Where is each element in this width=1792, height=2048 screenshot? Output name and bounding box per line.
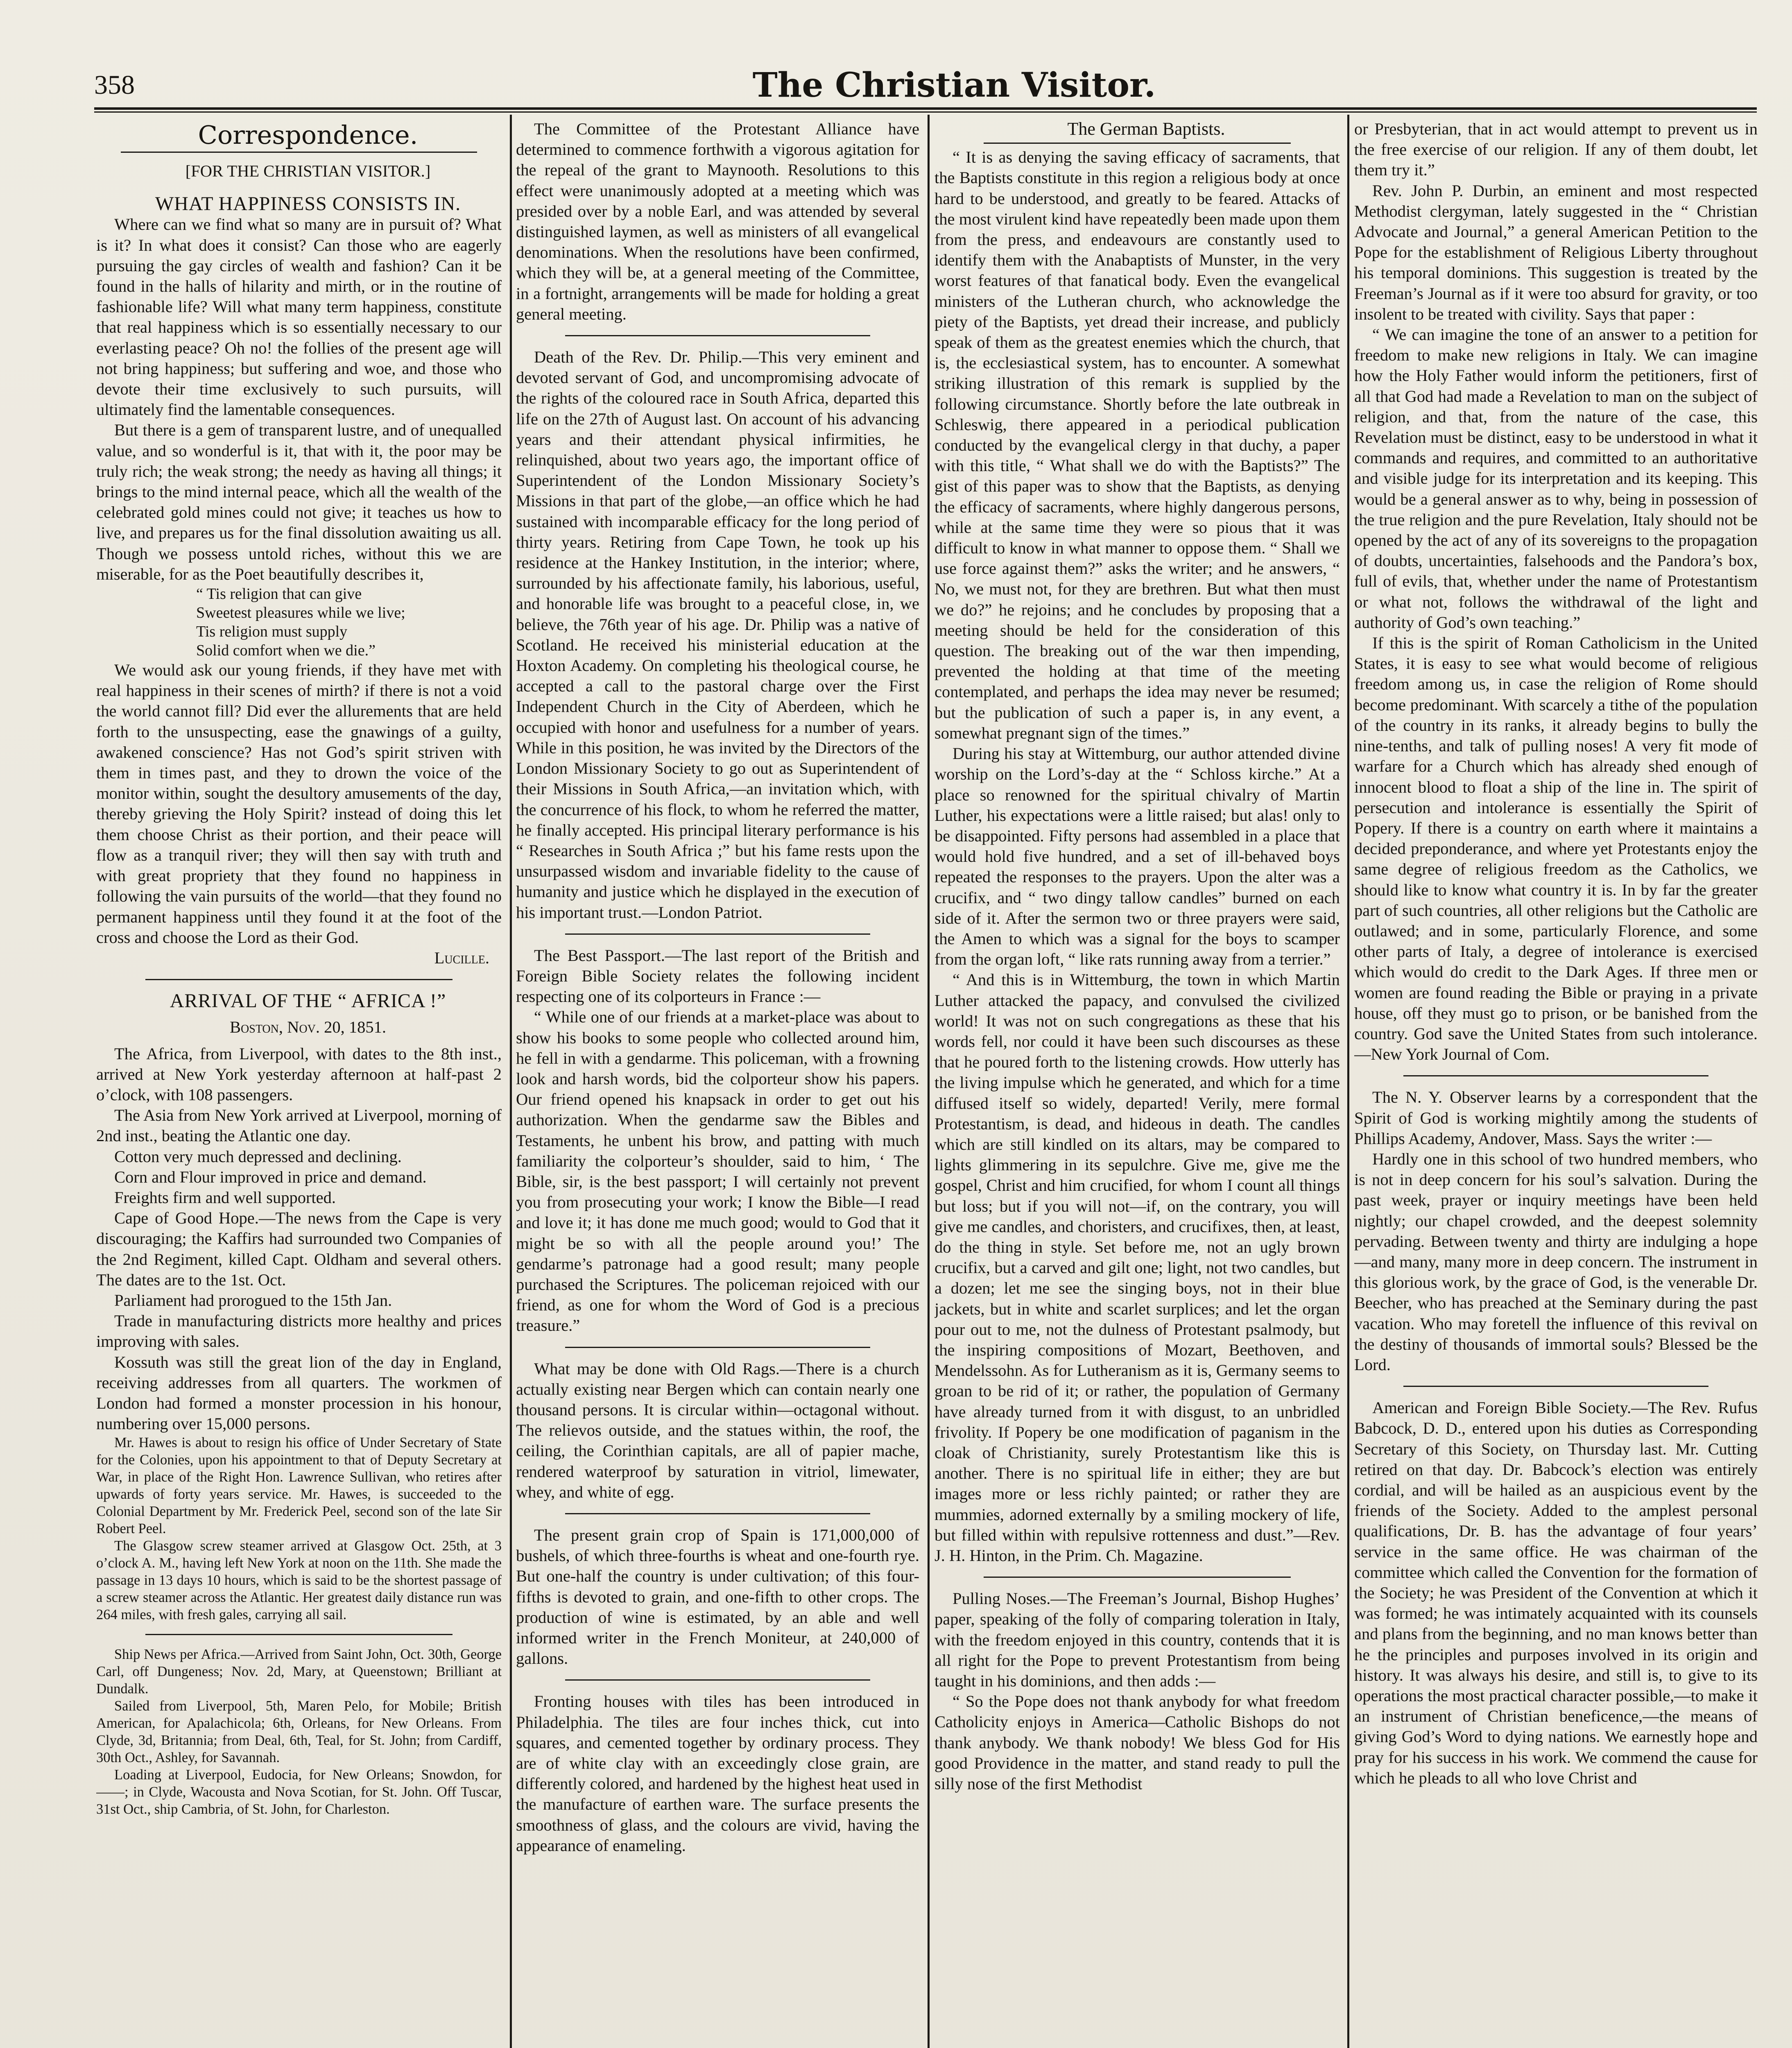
paragraph: Pulling Noses.—The Freeman’s Journal, Bishop Hughes’ paper, speaking of the folly of comparing toleration in Italy, with the freedom enjoyed in this country, contends that it is all right for the Pope to prevent Protestantism from being taught in his dominions, and then adds :— [934,1589,1340,1690]
verse-line: Sweetest pleasures while we live; [196,604,405,622]
paragraph: If this is the spirit of Roman Catholicism in the United States, it is easy to see what would become of religious freedom among us, in case the religion of Rome should become predominant. With scarcely a tithe of the population of the country in its ranks, it already begins to bully the nine-tenths, and talk of pulling noses! A very fit mode of warfare for a Church which has already shed enough of innocent blood to float a ship of the line in. The spirit of persecution and intolerance is essentially the Spirit of Popery. If there is a country on earth where it maintains a decided preponderance, and where yet Protestants enjoy the same degree of religious freedom as the Catholics, we should like to know what country it is. In by far the greater part of such countries, all other religions but the Catholic are outlawed; and in some, particularly Florence, and some other parts of Italy, a degree of intolerance is exercised which would do credit to the Dark Ages. If three men or women are found reading the Bible or praying in a private house, off they must go to prison, or be banished from the country. God save the United States from such intolerance.—New York Journal of Com. [1354,634,1758,1064]
paragraph: The Committee of the Protestant Alliance have determined to commence forthwith a vigorous agitation for the repeal of the grant to Maynooth. Resolutions to this effect were unanimously adopted at a meeting which was presided over by a noble Earl, and was attended by several distinguished laymen, as well as ministers of all evangelical denominations. When the resolutions have been confirmed, which they will be, at a general meeting of the Committee, in a fortnight, arrangements will be made for holding a great general meeting. [516,120,919,323]
verse-line: “ Tis religion that can give [196,585,362,603]
paragraph: Where can we find what so many are in pursuit of? What is it? In what does it consist? Can those who are eagerly pursuing the gay circles of wealth and fashion? Can it be found in the halls of hilarity and mirth, or in the routine of fashionable life? Will what many term happiness, constitute that real happiness which is so essentially necessary to our everlasting peace? Oh no! the follies of the present age will not bring happiness; but suffering and woe, and those who devote their time exclusively to such pursuits, will ultimately find the lamentable consequences. [96,215,502,419]
paragraph: Cape of Good Hope.—The news from the Cape is very discouraging; the Kaffirs had surrounded two Companies of the 2nd Regiment, killed Capt. Oldham and several others. The dates are to the 1st. Oct. [96,1209,502,1289]
column-divider [1347,115,1349,2048]
divider [565,1679,870,1681]
masthead-rule [94,107,1757,110]
column-divider [510,115,512,2048]
paragraph: The present grain crop of Spain is 171,000,000 of bushels, of which three-fourths is wheat and one-fourth rye. But one-half the country is under cultivation; of this four-fifths is devoted to grain, and one-fifth to other crops. The production of wine is estimated, by an able and well informed writer in the French Moniteur, at 240,000 of gallons. [516,1526,919,1668]
divider [984,1577,1291,1578]
verse-line: Solid comfort when we die.” [196,642,376,659]
heading-rule [984,143,1291,144]
paragraph: During his stay at Wittemburg, our author attended divine worship on the Lord’s-day at the “ Schloss kirche.” At a place so renowned for the spiritual chivalry of Martin Luther, his expectations were a little raised; but alas! only to be disappointed. Fifty persons had assembled in a place that would hold five hundred, and a set of ill-behaved boys repeated the responses to the prayers. Upon the alter was a crucifix, and “ two dingy tallow candles” burned on each side of it. After the sermon two or three prayers were said, the Amen to which was a signal for the boys to scamper from the organ loft, “ like rats running away from a terrier.” [934,744,1340,969]
signature: Lucille. [434,948,489,967]
masthead-rule-thin [94,111,1757,113]
paragraph: “ It is as denying the saving efficacy of sacraments, that the Baptists constitute in this region a religious body at once hard to be understood, and greatly to be feared. Attacks of the most virulent kind have repeatedly been made upon them from the press, and endeavours are constantly used to identify them with the Anabaptists of Munster, in the very worst features of that fanatical body. Even the evangelical ministers of the Lutheran church, who acknowledge the piety of the Baptists, yet dread their increase, and publicly speak of them as the greatest enemies which the church, that is, the ecclesiastical system, has to encounter. A somewhat striking illustration of this remark is supplied by the following circumstance. Shortly before the late outbreak in Schleswig, there appeared in a periodical publication conducted by the evangelical clergy in that duchy, a paper with this title, “ What shall we do with the Baptists?” The gist of this paper was to show that the Baptists, as denying the efficacy of sacraments, where highly dangerous persons, while at the same time they were so pious that it was difficult to know in what manner to oppose them. “ Shall we use force against them?” asks the writer; and he answers, “ No, we must not, for they are brethren. But what then must we do?” he rejoins; and he concludes by proposing that a meeting should be held for the consideration of this question. The breaking out of the war then impending, prevented the holding at that time of the meeting contemplated, and perhaps the idea may never be resumed; but the publication of such a paper is, in any event, a somewhat pregnant sign of the times.” [934,148,1340,742]
paragraph: Mr. Hawes is about to resign his office of Under Secretary of State for the Colonies, upon his appointment to that of Deputy Secretary at War, in place of the Right Hon. Lawrence Sullivan, who retires after upwards of forty years service. Mr. Hawes, is succeeded to the Colonial Department by Mr. Frederick Peel, second son of the late Sir Robert Peel. [96,1435,502,1537]
paragraph: Loading at Liverpool, Eudocia, for New Orleans; Snowdon, for ——; in Clyde, Wacousta and Nova Scotian, for St. John. Off Tuscar, 31st Oct., ship Cambria, of St. John, for Charleston. [96,1767,502,1817]
paragraph: We would ask our young friends, if they have met with real happiness in their scenes of mirth? if there is not a void the world cannot fill? Did ever the allurements that are held forth to the unsuspecting, ease the gnawings of a guilty, awakened conscience? Has not God’s spirit striven with them in times past, and they to drown the voice of the monitor within, sought the desultory amusements of the day, thereby grieving the Holy Spirit? instead of doing this let them choose Christ as their portion, and their peace will flow as a tranquil river; they will then say with truth and with great propriety that they found no happiness in following the vain pursuits of the world—that they found no permanent happiness until they found it at the foot of the cross and choose the Lord as their God. [96,661,502,947]
paragraph: American and Foreign Bible Society.—The Rev. Rufus Babcock, D. D., entered upon his duties as Corresponding Secretary of this Society, on Thursday last. Mr. Cutting retired on that day. Dr. Babcock’s election was entirely cordial, and will be hailed as an auspicious event by the friends of the Society. Added to the amplest personal qualifications, Dr. B. has the advantage of four years’ service in the same office. He was chairman of the committee which called the Convention for the formation of the Society; he was President of the Convention at which it was formed; he was intimately acquainted with its counsels and plans from the beginning, and no man knows better than he the principles and purposes involved in its origin and history. It was always his desire, and still is, to give to its operations the most practical character possible,—to make it an instrument of Christian beneficence,—the means of giving God’s Word to dying nations. We earnestly hope and pray for his success in his work. We commend the cause for which he pleads to all who love Christ and [1354,1398,1758,1787]
masthead [94,66,1757,105]
divider [565,1513,870,1514]
page-number: 358 [94,70,135,100]
divider [565,933,870,935]
paragraph: The N. Y. Observer learns by a correspondent that the Spirit of God is working mightily among the students of Phillips Academy, Andover, Mass. Says the writer :— [1354,1088,1758,1148]
paragraph: Rev. John P. Durbin, an eminent and most respected Methodist clergyman, lately suggested in the “ Christian Advocate and Journal,” a general American Petition to the Pope for the establishment of Religious Liberty throughout his temporal dominions. This suggestion is treated by the Freeman’s Journal as if it were too absurd for gravity, or too insolent to be treated with civility. Says that paper : [1354,181,1758,323]
byline: [FOR THE CHRISTIAN VISITOR.] [185,162,431,180]
paragraph: But there is a gem of transparent lustre, and of unequalled value, and so wonderful is it, that with it, the poor may be truly rich; the weak strong; the needy as having all things; it brings to the mind internal peace, which all the wealth of the celebrated gold mines could not give; it teaches us how to live, and prepares us for the final dissolution awaiting us all. Though we possess untold riches, without this we are miserable, for as the Poet beautifully describes it, [96,421,502,583]
paragraph: Sailed from Liverpool, 5th, Maren Pelo, for Mobile; British American, for Apalachicola; 6th, Orleans, for New Orleans. From Clyde, 3d, Britannia; from Deal, 6th, Teal, for St. John; from Cardiff, 30th Oct., Ashley, for Savannah. [96,1698,502,1766]
divider [1403,1386,1708,1387]
divider [565,335,870,336]
divider [565,1347,870,1348]
paragraph: What may be done with Old Rags.—There is a church actually existing near Bergen which can contain nearly one thousand persons. It is circular within—octagonal without. The relievos outside, and the statues within, the roof, the ceiling, the Corinthian capitals, are all of papier mache, rendered waterproof by saturation in vitriol, limewater, whey, and white of egg. [516,1359,919,1501]
paragraph: Cotton very much depressed and declining. [114,1147,402,1166]
paragraph: “ We can imagine the tone of an answer to a petition for freedom to make new religions in Italy. We can imagine how the Holy Father would inform the petitioners, first of all that God had made a Revelation to man on the subject of religion, and that, from the nature of the case, this Revelation must be distinct, easy to be understood in what it commands and requires, and committed to an authoritative and visible judge for its interpretation and its keeping. This would be a general answer as to why, being in possession of the true religion and the pure Revelation, Italy should not be opened by the act of any of its sovereigns to the propagation of doubts, uncertainties, falsehoods and the Pandora’s box, full of evils, that, whether under the name of Protestantism or what not, follows the withdrawal of the light and authority of God’s own teaching.” [1354,325,1758,632]
column-2 [516,119,919,2048]
paragraph: Trade in manufacturing districts more healthy and prices improving with sales. [96,1312,502,1351]
paragraph: The Asia from New York arrived at Liverpool, morning of 2nd inst., beating the Atlantic one day. [96,1106,502,1145]
paragraph: Freights firm and well supported. [114,1188,336,1207]
paragraph: The Africa, from Liverpool, with dates to the 8th inst., arrived at New York yesterday afternoon at half-past 2 o’clock, with 108 passengers. [96,1044,502,1104]
paragraph: “ While one of our friends at a market-place was about to show his books to some people who collected around him, he fell in with a gendarme. This policeman, with a frowning look and harsh words, bid the colporteur show his papers. Our friend opened his knapsack in order to get out his authorization. When the gendarme saw the Bibles and Testaments, he unbent his brow, and patting with much familiarity the colporteur’s shoulder, said to him, ‘ The Bible, sir, is the best passport; I will certainly not prevent you from prosecuting your work; I know the Bible—I read and love it; it has done me much good; would to God that it might be so with all the people around you!’ The gendarme’s patronage had a good result; many people purchased the Scriptures. The policeman rejoiced with our friend, as one for whom the Word of God is a precious treasure.” [516,1008,919,1335]
column-divider [928,115,930,2048]
column-3 [934,119,1340,2048]
paragraph: Parliament had prorogued to the 15th Jan. [114,1291,392,1309]
paragraph: The Glasgow screw steamer arrived at Glasgow Oct. 25th, at 3 o’clock A. M., having left New York at noon on the 11th. She made the passage in 13 days 10 hours, which is said to be the shortest passage of a screw steamer across the Atlantic. Her greatest daily distance run was 264 miles, with fresh gales, carrying all sail. [96,1538,502,1623]
section-heading: Correspondence. [198,120,418,150]
paragraph: The Best Passport.—The last report of the British and Foreign Bible Society relates the following incident respecting one of its colporteurs in France :— [516,946,919,1006]
paragraph: Hardly one in this school of two hundred members, who is not in deep concern for his soul’s salvation. During the past week, prayer or inquiry meetings have been held nightly; our chapel crowded, and the deepest solemnity pervading. Between twenty and thirty are indulging a hope—and many, many more in deep concern. The instrument in this glorious work, by the grace of God, is the venerable Dr. Beecher, who has preached at the Seminary during the past vacation. Who may foretell the influence of this revival on the destiny of thousands of immortal souls? Blessed be the Lord. [1354,1149,1758,1374]
paragraph: or Presbyterian, that in act would attempt to prevent us in the free exercise of our religion. If any of them doubt, let them try it.” [1354,120,1758,179]
paragraph: Kossuth was still the great lion of the day in England, receiving addresses from all quarters. The workmen of London had formed a monster procession in his honour, numbering over 15,000 persons. [96,1352,502,1433]
article-title: WHAT HAPPINESS CONSISTS IN. [155,193,461,215]
divider [1403,1075,1708,1076]
article-title: ARRIVAL OF THE “ AFRICA !” [170,990,446,1012]
newspaper-title: The Christian Visitor. [752,66,1156,105]
heading-rule [121,152,477,153]
article-title: The German Baptists. [1067,119,1225,139]
paragraph: Death of the Rev. Dr. Philip.—This very eminent and devoted servant of God, and uncompromising advocate of the rights of the coloured race in South Africa, departed this life on the 27th of August last. On account of his advancing years and their attendant physical infirmities, he relinquished, about two years ago, the important office of Superintendent of the London Missionary Society’s Missions in that part of the globe,—an office which he had sustained with incomparable efficacy for the long period of thirty years. Retiring from Cape Town, he took up his residence at the Hankey Institution, in the interior; where, surrounded by his affectionate family, his laborious, useful, and honorable life was brought to a peaceful close, in, we believe, the 76th year of his age. Dr. Philip was a native of Scotland. He received his ministerial education at the Hoxton Academy. On completing his theological course, he accepted a call to the pastoral charge over the First Independent Church in the City of Aberdeen, which he occupied with honor and usefulness for a number of years. While in this position, he was invited by the Directors of the London Missionary Society to go out as Superintendent of their Missions in South Africa,—an invitation which, with the concurrence of his flock, to whom he referred the matter, he finally accepted. His principal literary performance is his “ Researches in South Africa ;” but his fame rests upon the unsurpassed wisdom and invariable fidelity to the cause of humanity and justice which he displayed in the execution of his important trust.—London Patriot. [516,348,919,922]
paragraph: “ And this is in Wittemburg, the town in which Martin Luther attacked the papacy, and convulsed the civilized world! It was not on such congregations as these that his words fell, nor could it have been such discourses as these that he poured forth to the listening crowds. How utterly has the living impulse which he generated, and which for a time diffused itself so widely, departed! Verily, mere formal Protestantism, is dead, and hideous in death. The candles which are still kindled on its altars, may be compared to lights glimmering in its sepulchre. Give me, give me the gospel, Christ and him crucified, for whom I count all things but loss; but if you will not—if, on the contrary, you will give me candles, and choristers, and crucifixes, then, at least, do the thing in style. Set before me, not an ugly brown crucifix, but a carved and gilt one; light, not two candles, but a dozen; let me see the singing boys, not in their blue jackets, but in white and scarlet surplices; and let the organ pour out to me, not the dulness of Protestant psalmody, but the inspiring compositions of Mozart, Beethoven, and Mendelssohn. As for Lutheranism as it is, Germany seems to groan to be rid of it; or rather, the population of Germany have already turned from it with disgust, to an unbridled frivolity. If Popery be one modification of paganism in the cloak of Christianity, surely Protestantism like this is another. There is no spiritual life in either; they are but images more or less richly painted; or rather they are mummies, adorned externally by a smiling mockery of life, but filled within with repulsive rottenness and dust.”—Rev. J. H. Hinton, in the Prim. Ch. Magazine. [934,970,1340,1565]
paragraph: Corn and Flour improved in price and demand. [114,1167,427,1186]
verse-line: Tis religion must supply [196,623,348,641]
dateline: Boston, Nov. 20, 1851. [230,1018,386,1037]
divider [145,979,453,980]
column-1 [96,119,502,2048]
paragraph: “ So the Pope does not thank anybody for what freedom Catholicity enjoys in America—Catholic Bishops do not thank anybody. We thank nobody! We bless God for His good Providence in the matter, and stand ready to pull the silly nose of the first Methodist [934,1692,1340,1793]
paragraph: Ship News per Africa.—Arrived from Saint John, Oct. 30th, George Carl, off Dungeness; Nov. 2d, Mary, at Queenstown; Brilliant at Dundalk. [96,1647,502,1697]
divider [145,1634,453,1635]
paragraph: Fronting houses with tiles has been introduced in Philadelphia. The tiles are four inches thick, cut into squares, and cemented together by ordinary process. They are of white clay with an exceedingly close grain, are differently colored, and hardened by the highest heat used in the manufacture of earthen ware. The surface presents the smoothness of glass, and the colours are vivid, having the appearance of enameling. [516,1692,919,1855]
column-4 [1354,119,1758,2048]
